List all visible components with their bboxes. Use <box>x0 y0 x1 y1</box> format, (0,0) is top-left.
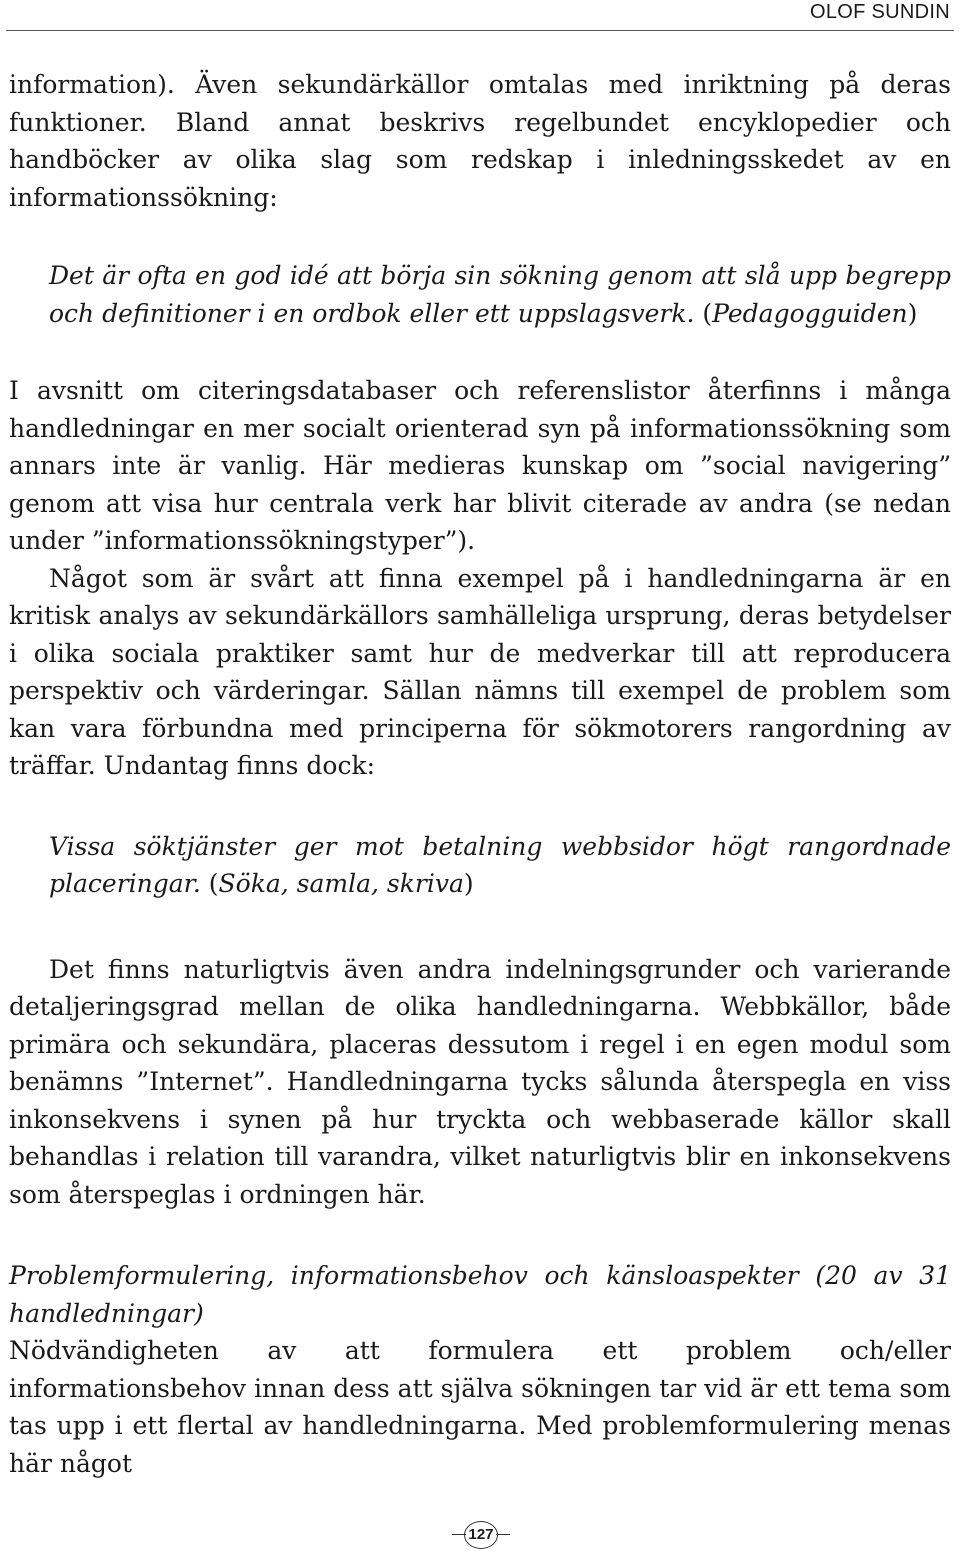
page-number-ornament <box>452 1521 510 1549</box>
paragraph-secondary-sources: information). Även sekundärkällor omtalas med inriktning på deras funktioner. Bland annat beskrivs regelbundet encyklopedier och handböcker av olika slag som redskap i inledningsskedet av en informationssökning: <box>9 70 951 212</box>
page-number: 127 <box>464 1521 498 1549</box>
running-head <box>0 0 960 34</box>
quote-text: Det är ofta en god idé att börja sin sökning genom att slå upp begrepp och definitioner i en ordbok eller ett uppslagsverk. <box>49 261 951 328</box>
paragraph-problem-formulation: Nödvändigheten av att formulera ett problem och/eller informationsbehov innan dess att själva sökningen tar vid är ett tema som tas upp i ett flertal av handledningarna. Med problemformulering menas här något <box>9 1336 951 1478</box>
running-head-author: OLOF SUNDIN <box>810 1 950 23</box>
section-heading: Problemformulering, informationsbehov och känsloaspekter (20 av 31 handledningar) <box>9 1261 951 1328</box>
paragraph-citation-databases: I avsnitt om citeringsdatabaser och referenslistor återfinns i många handledningar en mer socialt orienterad syn på informationssökning som annars inte är vanlig. Här medieras kunskap om ”social navigering” genom att visa hur centrala verk har blivit citerade av andra (se nedan under ”informationssökningstyper”). <box>9 376 951 555</box>
quote-source: Söka, samla, skriva <box>218 869 464 898</box>
folio-rule-right <box>496 1534 510 1535</box>
quote-soka-samla-skriva: Vissa söktjänster ger mot betalning webbsidor högt rangordnade placeringar. (Söka, samla, skriva) <box>49 831 951 898</box>
page-body <box>9 66 951 1482</box>
quote-text: Vissa söktjänster ger mot betalning webbsidor högt rangordnade placeringar. <box>49 831 951 898</box>
quote-pedagogguiden: Det är ofta en god idé att börja sin sökning genom att slå upp begrepp och definitioner i en ordbok eller ett uppslagsverk. (Pedagogguiden) <box>49 261 951 328</box>
quote-source: Pedagogguiden <box>712 298 908 328</box>
paragraph-other-divisions: Det finns naturligtvis även andra indelningsgrunder och varierande detaljeringsgrad mellan de olika handledningarna. Webbkällor, både primära och sekundära, placeras dessutom i regel i en egen modul som benämns ”Internet”. Handledningarna tycks sålunda återspegla en viss inkonsekvens i synen på hur tryckta och webbaserade källor skall behandlas i relation till varandra, vilket naturligtvis blir en inkonsekvens som återspeglas i ordningen här. <box>9 954 951 1209</box>
header-rule <box>6 30 954 31</box>
paragraph-critical-analysis: Något som är svårt att finna exempel på i handledningarna är en kritisk analys av sekundärkällors samhälleliga ursprung, deras betydelser i olika sociala praktiker samt hur de medverkar till att reproducera perspektiv och värderingar. Sällan nämns till exempel de problem som kan vara förbundna med principerna för sökmotorers rangordning av träffar. Undantag finns dock: <box>9 563 951 780</box>
